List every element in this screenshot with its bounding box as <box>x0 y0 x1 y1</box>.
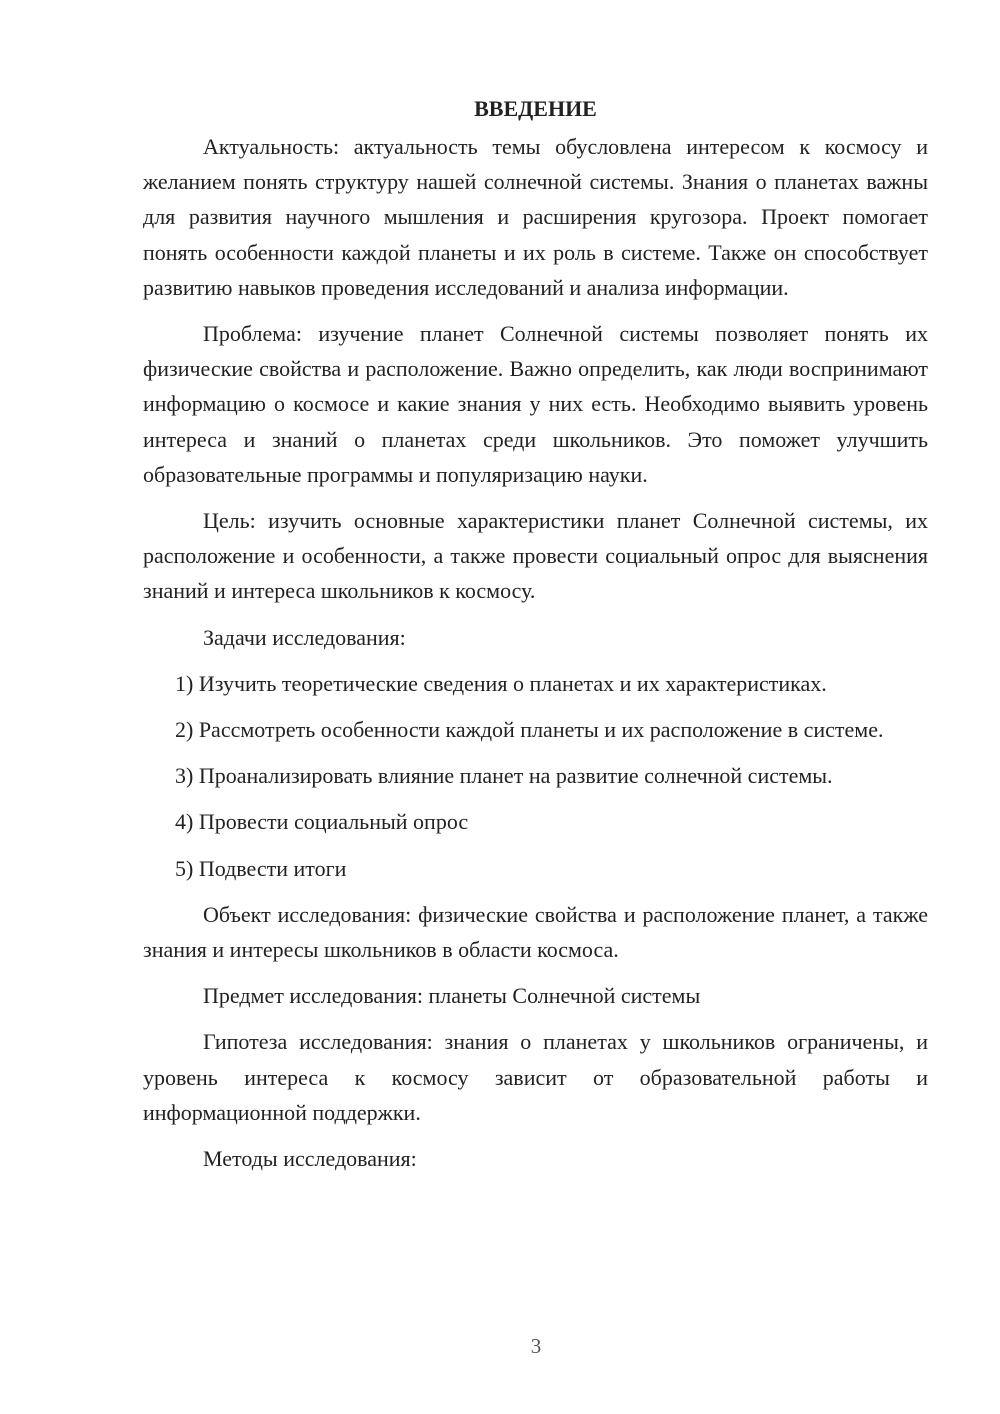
paragraph-methods: Методы исследования: <box>203 1146 417 1172</box>
task-item-3: 3) Проанализировать влияние планет на развитие солнечной системы. <box>175 763 833 789</box>
paragraph-tasks-heading: Задачи исследования: <box>203 624 406 650</box>
task-item-4: 4) Провести социальный опрос <box>175 809 469 835</box>
paragraph-subject: Предмет исследования: планеты Солнечной системы <box>203 983 701 1009</box>
task-item-1: 1) Изучить теоретические сведения о планетах и их характеристиках. <box>175 670 827 696</box>
page-number: 3 <box>530 1334 542 1358</box>
document-page <box>143 92 928 1176</box>
paragraph-problem: Проблема: изучение планет Солнечной системы позволяет понять их физические свойства и расположение. Важно определить, как люди воспринимают информацию о космосе и какие знания у них есть. Необходимо выявить уровень интереса и знаний о планетах среди школьников. Это поможет улучшить образовательные программы и популяризацию науки. <box>143 321 928 487</box>
page-title: ВВЕДЕНИЕ <box>474 96 597 121</box>
paragraph-relevance: Актуальность: актуальность темы обусловлена интересом к космосу и желанием понять структуру нашей солнечной системы. Знания о планетах важны для развития научного мышления и расширения кругозора. Проект помогает понять особенности каждой планеты и их роль в системе. Также он способствует развитию навыков проведения исследований и анализа информации. <box>143 134 928 300</box>
task-item-2: 2) Рассмотреть особенности каждой планеты и их расположение в системе. <box>175 717 884 743</box>
paragraph-goal: Цель: изучить основные характеристики планет Солнечной системы, их расположение и особенности, а также провести социальный опрос для выяснения знаний и интереса школьников к космосу. <box>143 508 928 604</box>
task-item-5: 5) Подвести итоги <box>175 855 347 881</box>
paragraph-hypothesis: Гипотеза исследования: знания о планетах у школьников ограничены, и уровень интереса к космосу зависит от образовательной работы и информационной поддержки. <box>143 1029 928 1125</box>
paragraph-object: Объект исследования: физические свойства и расположение планет, а также знания и интересы школьников в области космоса. <box>143 901 928 963</box>
